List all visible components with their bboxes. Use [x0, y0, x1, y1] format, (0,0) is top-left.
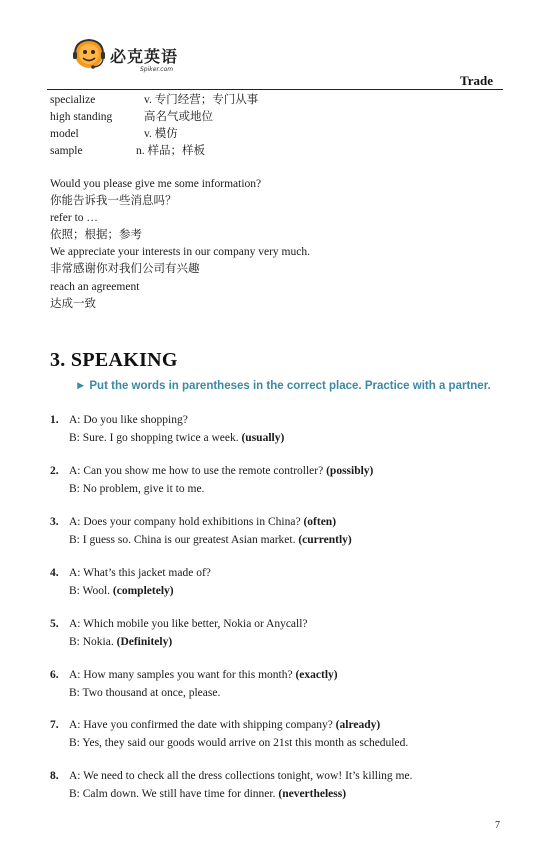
vocab-word: model	[50, 128, 79, 140]
dialog-line-b	[50, 430, 510, 448]
vocab-word: sample	[50, 145, 83, 157]
dialog-line-a	[50, 412, 510, 430]
line-b-text: B: Two thousand at once, please.	[69, 686, 221, 699]
dialog-item	[50, 768, 510, 803]
line-b-text: B: Wool.	[69, 584, 111, 597]
dialog-line-a	[50, 463, 510, 481]
dialog-number: 8.	[50, 770, 59, 782]
dialog-line-a	[50, 768, 510, 786]
vocab-definition: n. 样品；样板	[136, 145, 205, 157]
line-a-text: A: Do you like shopping?	[69, 414, 188, 426]
dialog-number: 7.	[50, 719, 59, 731]
line-b-text: B: No problem, give it to me.	[69, 482, 205, 495]
line-a-text: A: Can you show me how to use the remote controller?	[69, 465, 324, 477]
vocabulary-list	[50, 92, 450, 160]
page-header	[0, 0, 544, 92]
line-a-text: A: What’s this jacket made of?	[69, 567, 211, 579]
line-b-text: B: Sure. I go shopping twice a week.	[69, 431, 239, 444]
vocab-item	[50, 126, 450, 143]
vocab-definition: v. 模仿	[144, 128, 178, 140]
hint-word: (currently)	[298, 533, 352, 546]
dialog-number: 3.	[50, 516, 59, 528]
hint-word: (nevertheless)	[278, 787, 347, 800]
phrase-line: Would you please give me some information?	[50, 178, 262, 190]
instruction	[75, 380, 491, 392]
vocab-item	[50, 143, 450, 160]
brand-logo-icon	[72, 38, 108, 74]
line-b-text: B: Nokia.	[69, 635, 114, 648]
hint-word: (often)	[303, 516, 337, 528]
dialog-line-b	[50, 532, 510, 550]
dialog-line-a	[50, 616, 510, 634]
dialog-line-a	[50, 667, 510, 685]
dialog-line-b	[50, 735, 510, 753]
vocab-item	[50, 109, 450, 126]
dialog-number: 5.	[50, 618, 59, 630]
hint-word: (already)	[335, 719, 381, 731]
phrase-line: 非常感谢你对我们公司有兴趣	[50, 263, 200, 276]
dialog-item	[50, 616, 510, 651]
phrase-line: 达成一致	[50, 297, 96, 310]
dialog-item	[50, 565, 510, 600]
phrase-line: refer to …	[50, 212, 98, 225]
phrase-line: reach an agreement	[50, 280, 140, 293]
dialog-item	[50, 412, 510, 447]
dialog-line-a	[50, 565, 510, 583]
dialog-line-b	[50, 786, 510, 804]
dialog-item	[50, 667, 510, 702]
dialog-number: 2.	[50, 465, 59, 477]
dialog-line-b	[50, 685, 510, 703]
line-a-text: A: We need to check all the dress collections tonight, wow! It’s killing me.	[69, 770, 413, 782]
dialog-line-a	[50, 514, 510, 532]
dialog-line-b	[50, 583, 510, 601]
dialog-line-b	[50, 634, 510, 652]
line-a-text: A: Have you confirmed the date with shipping company?	[69, 719, 333, 731]
hint-word: (exactly)	[295, 669, 338, 681]
hint-word: (possibly)	[326, 465, 374, 477]
instruction-text: Put the words in parentheses in the correct place. Practice with a partner.	[89, 380, 491, 392]
dialog-number: 6.	[50, 669, 59, 681]
line-a-text: A: How many samples you want for this month?	[69, 669, 293, 681]
vocab-definition: v. 专门经营；专门从事	[144, 94, 259, 106]
vocab-word: specialize	[50, 94, 96, 106]
phrase-line: 依照；根据；参考	[50, 229, 142, 242]
line-b-text: B: Yes, they said our goods would arrive on 21st this month as scheduled.	[69, 736, 409, 749]
dialog-item	[50, 463, 510, 498]
vocab-word: high standing	[50, 111, 113, 123]
dialog-item	[50, 717, 510, 752]
line-b-text: B: I guess so. China is our greatest Asian market.	[69, 533, 296, 546]
page-number: 7	[495, 820, 500, 831]
dialog-number: 1.	[50, 414, 59, 426]
header-rule	[47, 89, 503, 90]
line-a-text: A: Does your company hold exhibitions in China?	[69, 516, 301, 528]
vocab-item	[50, 92, 450, 109]
dialog-number: 4.	[50, 567, 59, 579]
line-b-text: B: Calm down. We still have time for dinner.	[69, 787, 276, 800]
triangle-right-icon: ►	[75, 380, 87, 392]
brand-name-cn: 必克英语	[110, 47, 179, 66]
hint-word: (Definitely)	[116, 635, 173, 648]
vocab-definition: 高名气或地位	[144, 111, 213, 123]
dialog-line-b	[50, 481, 510, 499]
dialog-line-a	[50, 717, 510, 735]
hint-word: (usually)	[241, 431, 285, 444]
phrase-list	[50, 176, 310, 313]
dialog-item	[50, 514, 510, 549]
line-a-text: A: Which mobile you like better, Nokia or Anycall?	[69, 618, 308, 630]
phrase-line: We appreciate your interests in our company very much.	[50, 246, 310, 259]
phrase-line: 你能告诉我一些消息吗？	[50, 195, 177, 208]
running-header-section: Trade	[460, 73, 493, 88]
brand-name-en: Spiker.com	[140, 66, 174, 73]
hint-word: (completely)	[112, 584, 174, 597]
section-title: 3. SPEAKING	[50, 349, 178, 371]
